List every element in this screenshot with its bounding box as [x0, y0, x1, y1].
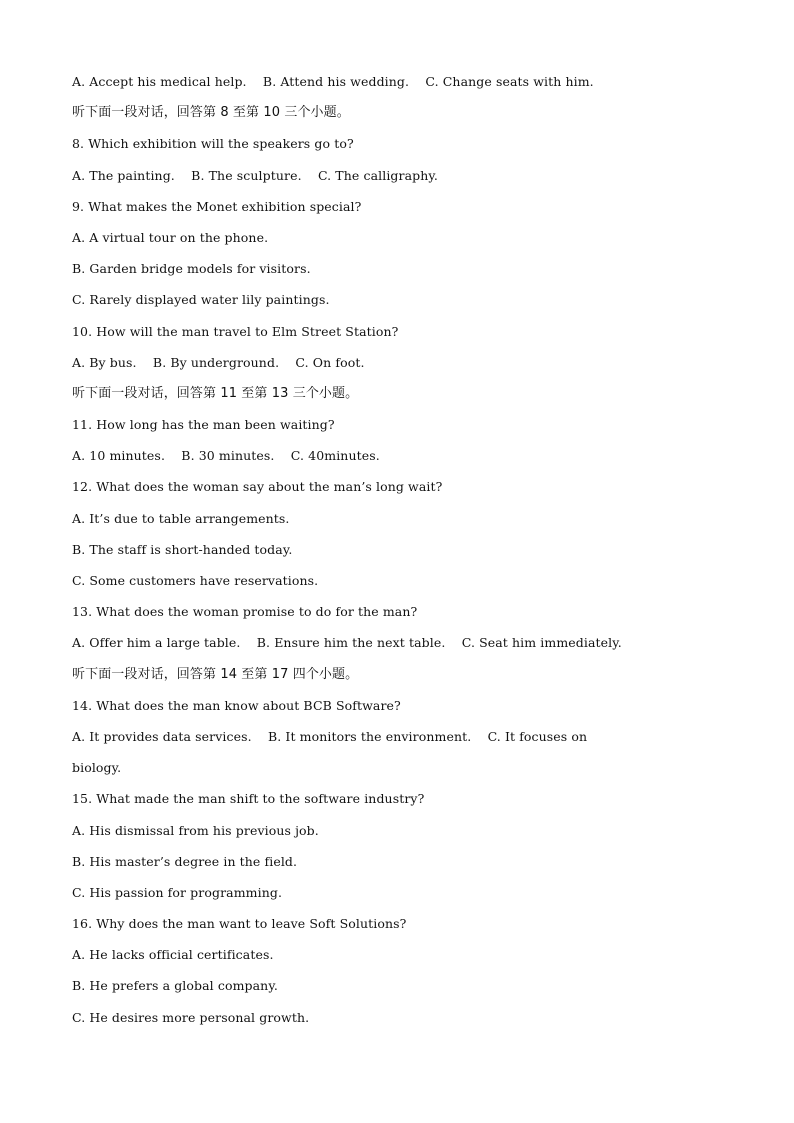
- section-heading-q8-10: 听下面一段对话，回答第 8 至第 10 三个小题。: [72, 105, 350, 121]
- option-15a: A. His dismissal from his previous job.: [72, 822, 319, 838]
- exam-page: [72, 66, 732, 1033]
- option-9b: B. Garden bridge models for visitors.: [72, 261, 311, 277]
- question-15: 15. What made the man shift to the software industry?: [72, 791, 425, 807]
- options-line-q14-continued: biology.: [72, 760, 122, 776]
- options-line-q8: A. The painting. B. The sculpture. C. The calligraphy.: [72, 167, 438, 183]
- options-line-q14: A. It provides data services. B. It monitors the environment. C. It focuses on: [72, 728, 588, 744]
- options-line-q11: A. 10 minutes. B. 30 minutes. C. 40minutes.: [72, 448, 380, 464]
- option-9a: A. A virtual tour on the phone.: [72, 229, 269, 245]
- question-8: 8. Which exhibition will the speakers go to?: [72, 136, 354, 152]
- option-12a: A. It’s due to table arrangements.: [72, 510, 290, 526]
- question-16: 16. Why does the man want to leave Soft Solutions?: [72, 916, 407, 932]
- question-14: 14. What does the man know about BCB Software?: [72, 697, 401, 713]
- option-15b: B. His master’s degree in the field.: [72, 853, 298, 869]
- section-heading-q11-13: 听下面一段对话，回答第 11 至第 13 三个小题。: [72, 385, 359, 401]
- question-9: 9. What makes the Monet exhibition special?: [72, 198, 362, 214]
- option-12b: B. The staff is short-handed today.: [72, 541, 293, 557]
- options-line-q13: A. Offer him a large table. B. Ensure him the next table. C. Seat him immediately.: [72, 635, 622, 651]
- options-line-q10: A. By bus. B. By underground. C. On foot.: [72, 354, 365, 370]
- option-16a: A. He lacks official certificates.: [72, 947, 274, 963]
- option-9c: C. Rarely displayed water lily paintings.: [72, 292, 330, 308]
- option-16c: C. He desires more personal growth.: [72, 1009, 310, 1025]
- option-15c: C. His passion for programming.: [72, 884, 283, 900]
- question-13: 13. What does the woman promise to do for the man?: [72, 604, 418, 620]
- question-12: 12. What does the woman say about the man’s long wait?: [72, 479, 443, 495]
- section-heading-q14-17: 听下面一段对话，回答第 14 至第 17 四个小题。: [72, 666, 359, 682]
- question-11: 11. How long has the man been waiting?: [72, 417, 335, 433]
- question-10: 10. How will the man travel to Elm Street Station?: [72, 323, 399, 339]
- options-line-q7: A. Accept his medical help. B. Attend his wedding. C. Change seats with him.: [72, 74, 594, 89]
- option-12c: C. Some customers have reservations.: [72, 573, 319, 588]
- option-16b: B. He prefers a global company.: [72, 978, 278, 994]
